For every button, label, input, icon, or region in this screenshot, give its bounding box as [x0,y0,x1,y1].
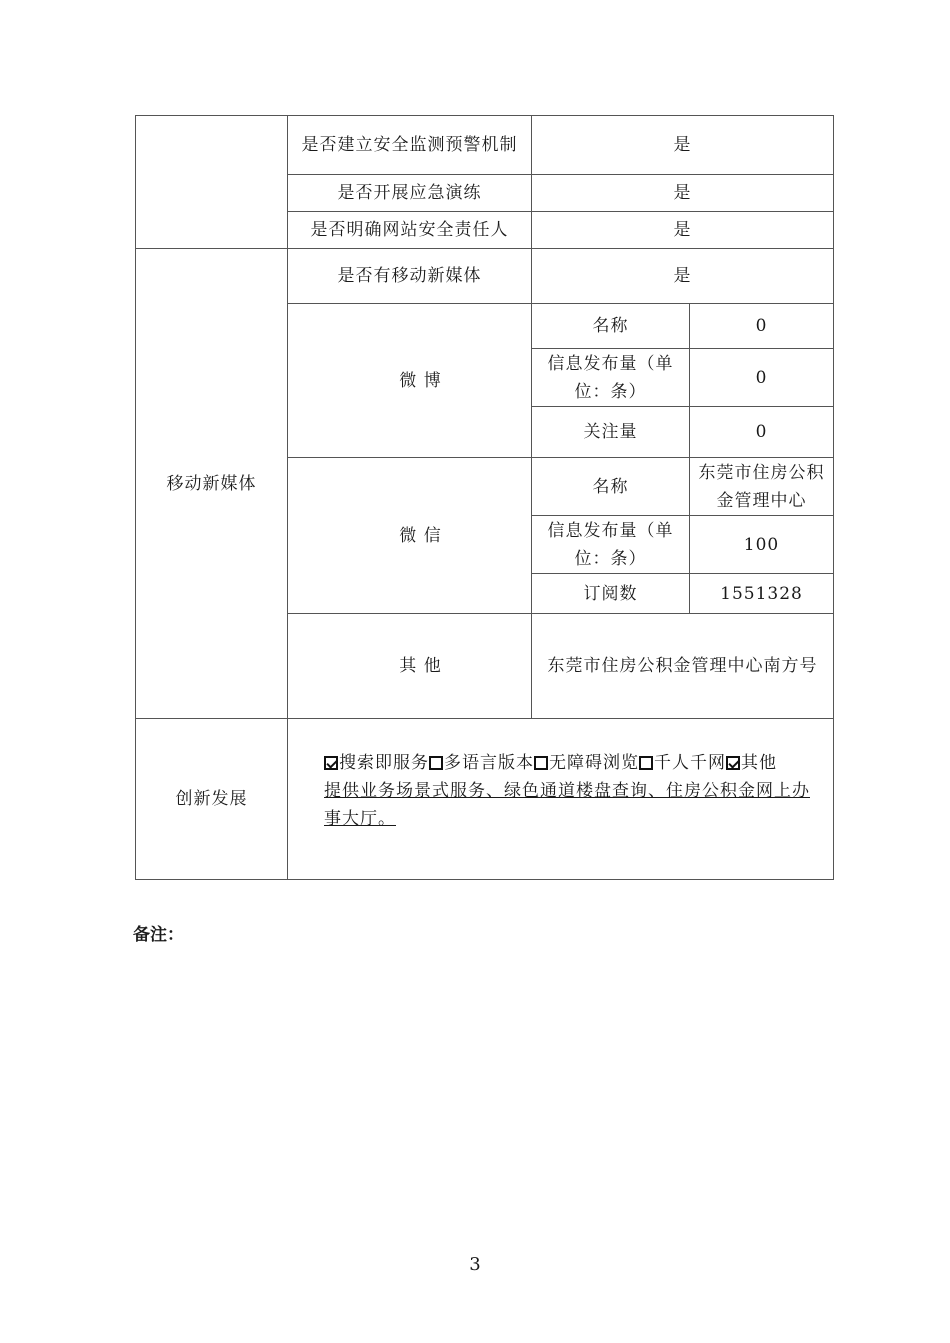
checked-checkbox-icon[interactable] [324,756,338,770]
security-drill-question: 是否开展应急演练 [288,175,532,212]
security-responsible-answer: 是 [532,212,834,249]
wechat-name-label: 名称 [532,458,690,516]
option-personal-label: 千人千网 [654,753,726,773]
other-label: 其 他 [288,614,532,719]
security-monitor-question: 是否建立安全监测预警机制 [288,116,532,175]
unchecked-checkbox-icon[interactable] [429,756,443,770]
wechat-subs-value: 1551328 [690,574,834,614]
wechat-subs-label: 订阅数 [532,574,690,614]
page-number: 3 [469,1254,481,1275]
innovation-options-cell [288,719,834,880]
unchecked-checkbox-icon[interactable] [534,756,548,770]
mobile-has-question: 是否有移动新媒体 [288,249,532,304]
other-description: 提供业务场景式服务、绿色通道楼盘查询、住房公积金网上办事大厅。 [324,781,810,829]
weibo-name-label: 名称 [532,304,690,349]
option-other-label: 其他 [741,753,777,773]
weibo-follow-label: 关注量 [532,407,690,458]
other-value: 东莞市住房公积金管理中心南方号 [532,614,834,719]
checked-checkbox-icon[interactable] [726,756,740,770]
mobile-has-answer: 是 [532,249,834,304]
wechat-posts-label: 信息发布量（单位：条） [532,516,690,574]
weibo-label: 微 博 [288,304,532,458]
innovation-section-label: 创新发展 [136,719,288,880]
weibo-follow-value: 0 [690,407,834,458]
option-multilang-label: 多语言版本 [444,753,534,773]
security-monitor-answer: 是 [532,116,834,175]
option-search-label: 搜索即服务 [339,753,429,773]
wechat-posts-value: 100 [690,516,834,574]
wechat-name-value: 东莞市住房公积金管理中心 [690,458,834,516]
remark-label: 备注： [133,925,184,945]
security-drill-answer: 是 [532,175,834,212]
report-table [135,115,834,880]
mobile-section-label: 移动新媒体 [136,249,288,719]
wechat-label: 微 信 [288,458,532,614]
option-accessible-label: 无障碍浏览 [549,753,639,773]
weibo-name-value: 0 [690,304,834,349]
security-responsible-question: 是否明确网站安全责任人 [288,212,532,249]
weibo-posts-label: 信息发布量（单位：条） [532,349,690,407]
unchecked-checkbox-icon[interactable] [639,756,653,770]
security-section-cell [136,116,288,249]
weibo-posts-value: 0 [690,349,834,407]
